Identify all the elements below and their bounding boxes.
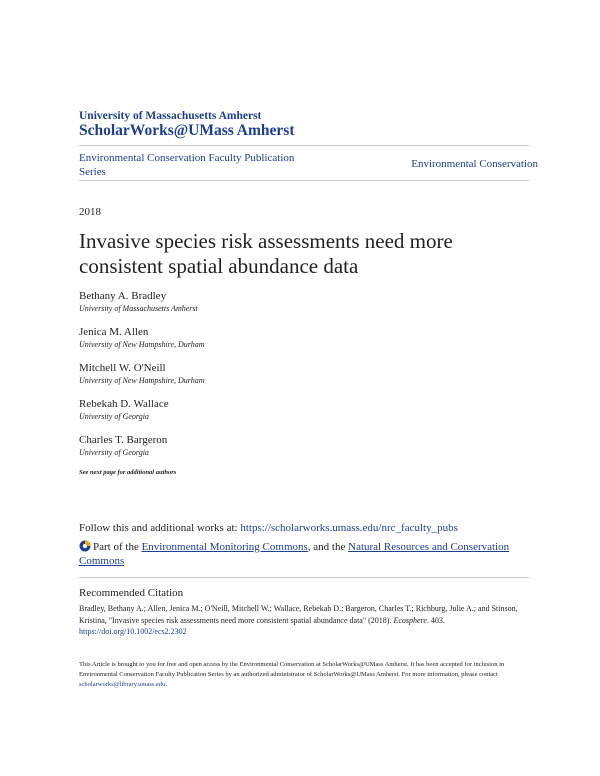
header-divider-bottom [79, 180, 529, 181]
open-access-notice [79, 660, 529, 690]
author-entry [79, 289, 529, 314]
citation-journal: Ecosphere [393, 615, 427, 625]
author-name: Rebekah D. Wallace [79, 398, 169, 410]
university-name[interactable]: University of Massachusetts Amherst [79, 110, 262, 122]
citation-divider [79, 577, 529, 578]
author-affiliation: University of Georgia [79, 448, 149, 457]
part-of-prefix: Part of the [93, 541, 142, 553]
part-of-line [79, 540, 529, 568]
citation-text [79, 603, 529, 638]
see-next-page-note: See next page for additional authors [79, 469, 177, 476]
follow-line [79, 522, 458, 534]
part-of-conjunction: , and the [307, 541, 349, 553]
citation-issue: . 403. [426, 615, 445, 625]
paper-title: Invasive species risk assessments need more consistent spatial abundance data [79, 229, 453, 278]
author-name: Jenica M. Allen [79, 326, 149, 338]
recommended-citation-heading: Recommended Citation [79, 587, 184, 599]
natural-resources-commons-link[interactable]: Natural Resources and Conservation Commons [79, 541, 510, 567]
author-name: Bethany A. Bradley [79, 290, 167, 302]
author-list [79, 289, 529, 476]
doi-link[interactable]: https://doi.org/10.1002/ecs2.2302 [79, 627, 187, 636]
environmental-monitoring-commons-link[interactable]: Environmental Monitoring Commons [141, 541, 308, 553]
author-name: Mitchell W. O'Neill [79, 362, 166, 374]
header-divider-top [79, 145, 529, 146]
publication-year: 2018 [79, 206, 101, 218]
author-affiliation: University of Georgia [79, 412, 149, 421]
notice-end: . [165, 681, 168, 688]
author-entry [79, 325, 529, 350]
author-entry [79, 397, 529, 422]
department-link[interactable]: Environmental Conservation [411, 158, 538, 170]
author-entry [79, 361, 529, 386]
collection-url-link[interactable]: https://scholarworks.umass.edu/nrc_faculty_pubs [240, 522, 458, 534]
author-entry [79, 433, 529, 458]
repository-name[interactable]: ScholarWorks@UMass Amherst [79, 122, 295, 139]
series-link[interactable]: Environmental Conservation Faculty Publication Series [79, 152, 295, 178]
author-affiliation: University of New Hampshire, Durham [79, 340, 205, 349]
contact-email-link[interactable]: scholarworks@library.umass.edu [79, 681, 166, 688]
author-name: Charles T. Bargeron [79, 434, 168, 446]
notice-text: This Article is brought to you for free and open access by the Environmental Conservation at ScholarWorks@UMass Amherst. It has been accepted for inclusion in Environmental Conservation Faculty Publication Series by an authorized administrator of ScholarWorks@UMass Amherst. For more information, please contact [79, 661, 505, 678]
author-affiliation: University of New Hampshire, Durham [79, 376, 205, 385]
author-affiliation: University of Massachusetts Amherst [79, 304, 198, 313]
commons-network-icon [79, 540, 91, 552]
citation-body: Bradley, Bethany A.; Allen, Jenica M.; O'Neill, Mitchell W.; Wallace, Rebekah D.; Bargeron, Charles T.; Richburg, Julie A.; and Stinson, Kristina, "Invasive species risk assessments need more consistent spatial abundance data" (2018). [79, 604, 518, 625]
follow-prefix: Follow this and additional works at: [79, 522, 241, 534]
